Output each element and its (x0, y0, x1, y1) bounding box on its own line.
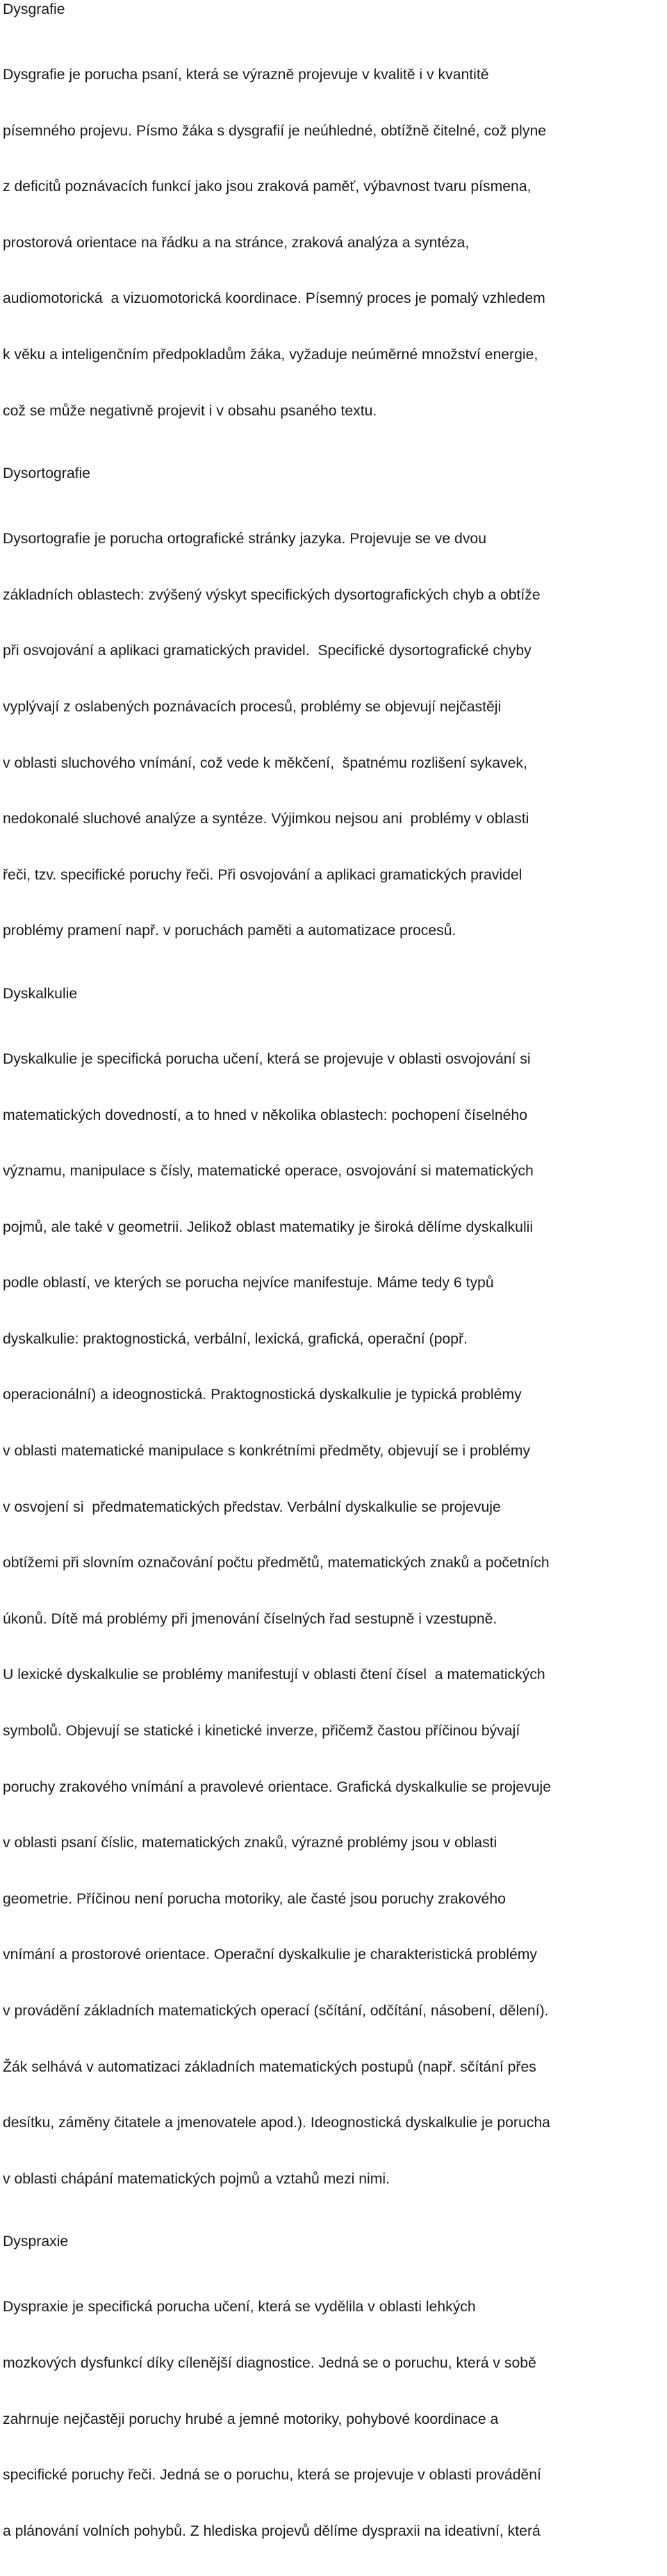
text-line: zahrnuje nejčastěji poruchy hrubé a jemné motoriky, pohybové koordinace a (3, 2411, 499, 2427)
text-line: nedokonalé sluchové analýze a syntéze. Výjimkou nejsou ani problémy v oblasti (3, 811, 529, 827)
text-line: vyplývají z oslabených poznávacích procesů, problémy se objevují nejčastěji (3, 698, 502, 715)
text-line: základních oblastech: zvýšený výskyt specifických dysortografických chyb a obtíže (3, 586, 541, 603)
section-heading-dysgrafie: Dysgrafie (3, 1, 65, 17)
text-line: k věku a inteligenčním předpokladům žáka, vyžaduje neúměrné množství energie, (3, 346, 538, 363)
text-line: geometrie. Příčinou není porucha motoriky, ale časté jsou poruchy zrakového (3, 1890, 506, 1907)
text-line: symbolů. Objevují se statické i kinetické inverze, přičemž častou příčinou bývají (3, 1723, 520, 1740)
text-line: z deficitů poznávacích funkcí jako jsou zraková paměť, výbavnost tvaru písmena, (3, 179, 532, 195)
text-line: audiomotorická a vizuomotorická koordinace. Písemný proces je pomalý vzhledem (3, 290, 545, 307)
text-line: Dysgrafie je porucha psaní, která se výrazně projevuje v kvalitě i v kvantitě (3, 67, 489, 83)
text-line: písemného projevu. Písmo žáka s dysgrafií je neúhledné, obtížně čitelné, což plyne (3, 122, 547, 139)
text-line: v oblasti matematické manipulace s konkrétními předměty, objevují se i problémy (3, 1443, 531, 1460)
text-line: v oblasti psaní číslic, matematických znaků, výrazné problémy jsou v oblasti (3, 1835, 497, 1851)
text-line: U lexické dyskalkulie se problémy manifestují v oblasti čtení čísel a matematických (3, 1667, 545, 1683)
section-text-dyspraxie (3, 2263, 649, 2576)
text-line: obtížemi při slovním označování počtu předmětů, matematických znaků a početních (3, 1555, 550, 1571)
section-text-dysortografie (3, 495, 649, 976)
text-line: a plánování volních pohybů. Z hlediska projevů dělíme dyspraxii na ideativní, která (3, 2523, 541, 2539)
text-line: v provádění základních matematických operací (sčítání, odčítání, násobení, dělení). (3, 2003, 549, 2019)
section-text-dysgrafie (3, 31, 649, 456)
text-line: při osvojování a aplikaci gramatických pravidel. Specifické dysortografické chyby (3, 643, 532, 659)
section-heading-dyspraxie: Dyspraxie (3, 2234, 69, 2250)
text-line: Dyspraxie je specifická porucha učení, která se vydělila v oblasti lehkých (3, 2299, 476, 2315)
text-line: v oblasti chápání matematických pojmů a vztahů mezi nimi. (3, 2170, 390, 2187)
text-line: úkonů. Dítě má problémy při jmenování číselných řad sestupně i vzestupně. (3, 1610, 497, 1627)
text-line: v osvojení si předmatematických představ. Verbální dyskalkulie se projevuje (3, 1498, 501, 1515)
text-line: operacionální) a ideognostická. Praktognostická dyskalkulie je typická problémy (3, 1387, 522, 1403)
text-line: vnímání a prostorové orientace. Operační dyskalkulie je charakteristická problémy (3, 1947, 537, 1963)
text-line: prostorová orientace na řádku a na stránce, zraková analýza a syntéza, (3, 234, 470, 251)
text-line: v oblasti sluchového vnímání, což vede k měkčení, špatnému rozlišení sykavek, (3, 754, 527, 771)
text-line: Dysortografie je porucha ortografické stránky jazyka. Projevuje se ve dvou (3, 531, 486, 547)
text-line: mozkových dysfunkcí díky cílenější diagnostice. Jedná se o poruchu, která v sobě (3, 2354, 536, 2371)
text-line: Dyskalkulie je specifická porucha učení, která se projevuje v oblasti osvojování si (3, 1050, 531, 1067)
text-line: podle oblastí, ve kterých se porucha nejvíce manifestuje. Máme tedy 6 typů (3, 1275, 494, 1291)
text-line: matematických dovedností, a to hned v několika oblastech: pochopení číselného (3, 1107, 527, 1123)
text-line: specifické poruchy řeči. Jedná se o poruchu, která se projevuje v oblasti provádění (3, 2467, 541, 2484)
text-line: což se může negativně projevit i v obsahu psaného textu. (3, 402, 377, 419)
text-line: dyskalkulie: praktognostická, verbální, lexická, grafická, operační (popř. (3, 1330, 468, 1347)
text-line: řeči, tzv. specifické poruchy řeči. Při osvojování a aplikaci gramatických pravidel (3, 866, 522, 883)
section-text-dyskalkulie (3, 1015, 649, 2224)
text-line: Žák selhává v automatizaci základních matematických postupů (např. sčítání přes (3, 2058, 536, 2075)
text-line: významu, manipulace s čísly, matematické operace, osvojování si matematických (3, 1163, 534, 1180)
text-line: desítku, záměny čitatele a jmenovatele apod.). Ideognostická dyskalkulie je porucha (3, 2115, 550, 2131)
text-line: problémy pramení např. v poruchách paměti a automatizace procesů. (3, 923, 456, 939)
document-page (3, 0, 649, 2576)
text-line: pojmů, ale také v geometrii. Jelikož oblast matematiky je široká dělíme dyskalkulii (3, 1219, 534, 1235)
section-heading-dysortografie: Dysortografie (3, 465, 90, 482)
text-line: poruchy zrakového vnímání a pravolevé orientace. Grafická dyskalkulie se projevuje (3, 1778, 552, 1795)
section-heading-dyskalkulie: Dyskalkulie (3, 985, 78, 1002)
